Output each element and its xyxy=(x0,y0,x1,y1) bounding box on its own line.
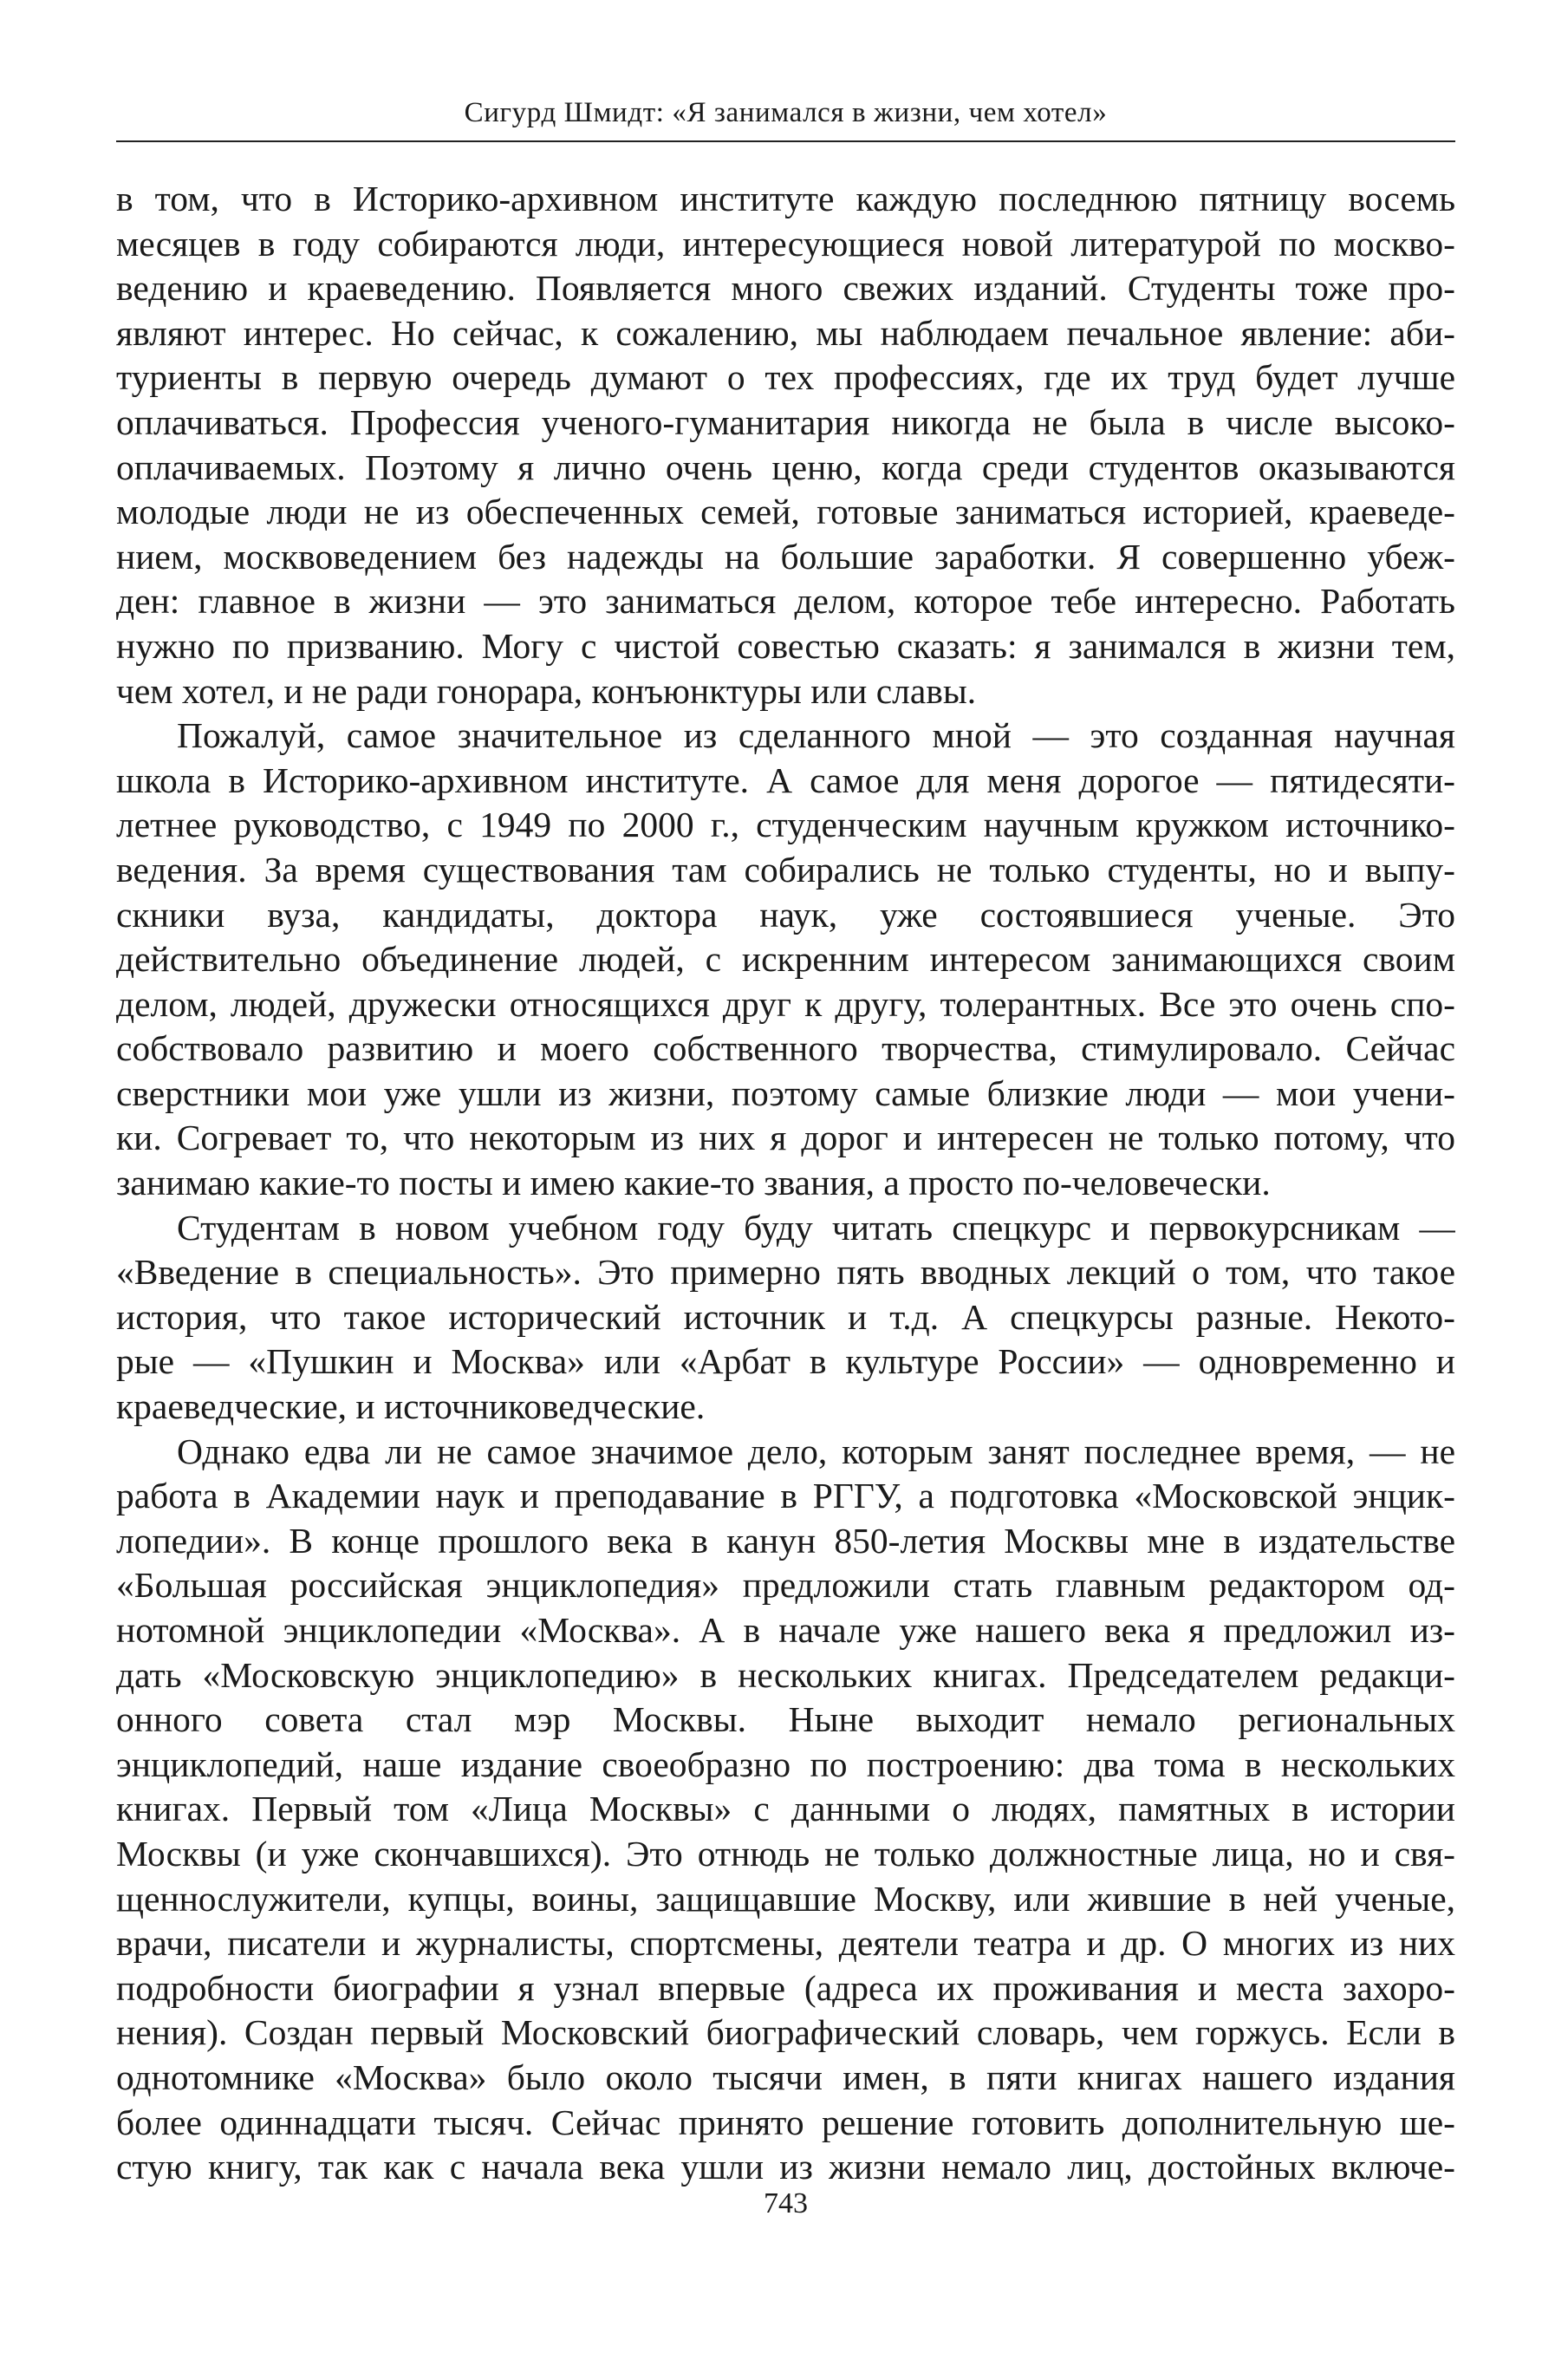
paragraph xyxy=(116,1206,1455,1430)
text-line: собствовало развитию и моего собственного творчества, стимулировало. Сейчас xyxy=(116,1028,1455,1069)
text-line: щеннослужители, купцы, воины, защищавшие Москву, или жившие в ней ученые, xyxy=(116,1878,1455,1919)
page-number: 743 xyxy=(764,2187,808,2219)
text-line: туриенты в первую очередь думают о тех профессиях, где их труд будет лучше xyxy=(116,357,1455,398)
text-line: более одиннадцати тысяч. Сейчас принято решение готовить дополнительную ше- xyxy=(116,2102,1455,2142)
text-line: нужно по призванию. Могу с чистой совестью сказать: я занимался в жизни тем, xyxy=(116,625,1455,666)
text-line: рые — «Пушкин и Москва» или «Арбат в культуре России» — одновременно и xyxy=(116,1341,1455,1382)
text-line: занимаю какие-то посты и имею какие-то звания, а просто по-человечески. xyxy=(116,1163,1271,1203)
paragraph xyxy=(116,177,1455,714)
text-line: Однако едва ли не самое значимое дело, которым занят последнее время, — не xyxy=(177,1431,1455,1471)
body-text xyxy=(116,177,1455,2190)
text-line: сверстники мои уже ушли из жизни, поэтому самые близкие люди — мои учени- xyxy=(116,1072,1455,1113)
text-line: врачи, писатели и журналисты, спортсмены, деятели театра и др. О многих из них xyxy=(116,1923,1455,1964)
text-line: однотомнике «Москва» было около тысячи имен, в пяти книгах нашего издания xyxy=(116,2056,1455,2097)
text-line: летнее руководство, с 1949 по 2000 г., студенческим научным кружком источнико- xyxy=(116,805,1455,845)
text-line: являют интерес. Но сейчас, к сожалению, мы наблюдаем печальное явление: аби- xyxy=(116,312,1455,353)
paragraph xyxy=(116,714,1455,1206)
text-line: действительно объединение людей, с искренним интересом занимающихся своим xyxy=(116,939,1455,980)
text-line: ки. Согревает то, что некоторым из них я дорог и интересен не только потому, что xyxy=(116,1118,1455,1158)
text-line: делом, людей, дружески относящихся друг к другу, толерантных. Все это очень спо- xyxy=(116,983,1455,1024)
text-line: дать «Московскую энциклопедию» в нескольких книгах. Председателем редакци- xyxy=(116,1654,1455,1695)
text-line: в том, что в Историко-архивном институте каждую последнюю пятницу восемь xyxy=(116,179,1455,218)
text-line: Студентам в новом учебном году буду читать спецкурс и первокурсникам — xyxy=(177,1207,1455,1248)
text-line: история, что такое исторический источник и т.д. А спецкурсы разные. Некото- xyxy=(116,1296,1455,1337)
text-line: молодые люди не из обеспеченных семей, готовые заниматься историей, краеведе- xyxy=(116,492,1455,532)
text-line: лопедии». В конце прошлого века в канун 850-летия Москвы мне в издательстве xyxy=(116,1520,1455,1561)
text-line: нотомной энциклопедии «Москва». А в начале уже нашего века я предложил из- xyxy=(116,1610,1455,1650)
text-line: энциклопедий, наше издание своеобразно по построению: два тома в нескольких xyxy=(116,1744,1455,1784)
text-line: школа в Историко-архивном институте. А самое для меня дорогое — пятидесяти- xyxy=(116,759,1455,800)
running-header: Сигурд Шмидт: «Я занимался в жизни, чем хотел» xyxy=(464,97,1108,128)
text-line: ведения. За время существования там собирались не только студенты, но и выпу- xyxy=(116,849,1455,890)
text-line: подробности биографии я узнал впервые (адреса их проживания и места захоро- xyxy=(116,1967,1455,2008)
text-line: чем хотел, и не ради гонорара, конъюнктуры или славы. xyxy=(116,670,977,711)
text-line: нения). Создан первый Московский биографический словарь, чем горжусь. Если в xyxy=(116,2012,1455,2053)
text-line: Пожалуй, самое значительное из сделанного мной — это созданная научная xyxy=(177,715,1455,756)
text-line: книгах. Первый том «Лица Москвы» с данными о людях, памятных в истории xyxy=(116,1789,1455,1829)
text-line: оплачиваться. Профессия ученого-гуманитария никогда не была в числе высоко- xyxy=(116,401,1455,442)
text-line: ведению и краеведению. Появляется много свежих изданий. Студенты тоже про- xyxy=(116,268,1455,309)
text-line: нием, москвоведением без надежды на большие заработки. Я совершенно убеж- xyxy=(116,536,1455,577)
text-line: скники вуза, кандидаты, доктора наук, уже состоявшиеся ученые. Это xyxy=(116,894,1455,935)
header-rule xyxy=(116,140,1455,142)
text-line: «Большая российская энциклопедия» предложили стать главным редактором од- xyxy=(116,1565,1455,1606)
text-line: месяцев в году собираются люди, интересующиеся новой литературой по москво- xyxy=(116,223,1455,264)
text-line: оплачиваемых. Поэтому я лично очень ценю, когда среди студентов оказываются xyxy=(116,446,1455,487)
text-line: работа в Академии наук и преподавание в РГГУ, а подготовка «Московской энцик- xyxy=(116,1476,1455,1516)
text-line: онного совета стал мэр Москвы. Ныне выходит немало региональных xyxy=(116,1699,1455,1740)
text-line: Москвы (и уже скончавшихся). Это отнюдь не только должностные лица, но и свя- xyxy=(116,1833,1455,1874)
text-line: стую книгу, так как с начала века ушли из жизни немало лиц, достойных включе- xyxy=(116,2147,1455,2187)
paragraph xyxy=(116,1430,1455,2190)
text-line: ден: главное в жизни — это заниматься делом, которое тебе интересно. Работать xyxy=(116,581,1455,622)
text-line: «Введение в специальность». Это примерно пять вводных лекций о том, что такое xyxy=(116,1252,1455,1293)
text-line: краеведческие, и источниковедческие. xyxy=(116,1386,706,1427)
